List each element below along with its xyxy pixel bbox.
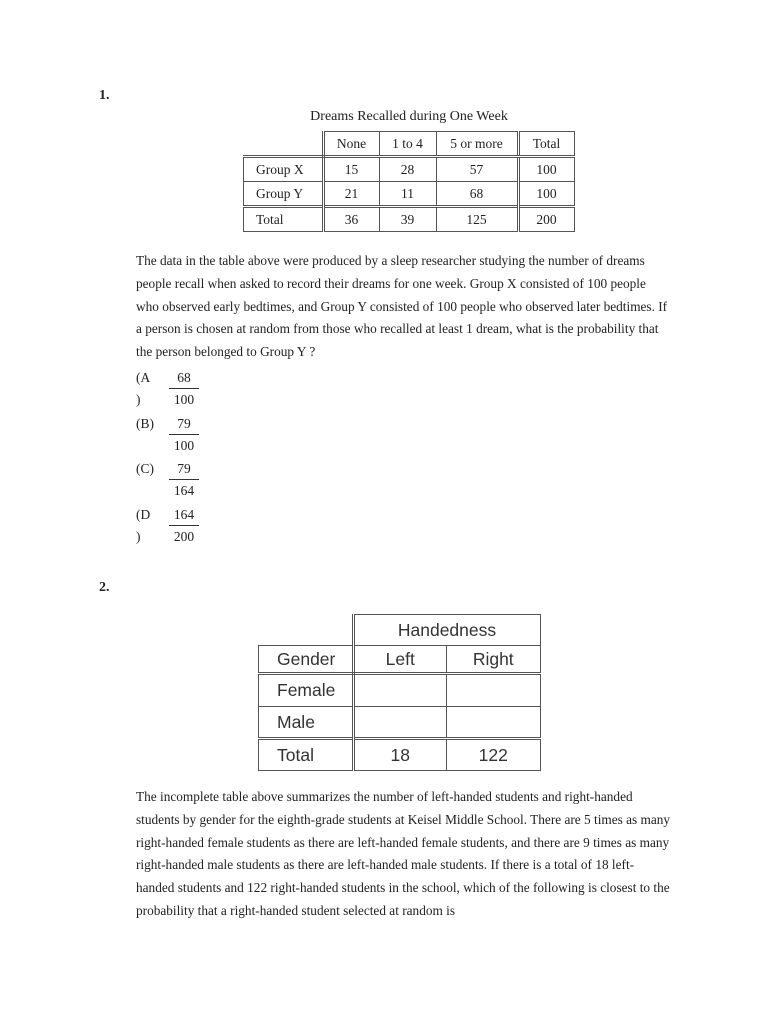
table-row (244, 157, 575, 182)
table-2-row-label: Total (259, 739, 354, 771)
fraction (169, 461, 199, 499)
table-1-cell: 57 (436, 157, 518, 182)
dreams-table (243, 131, 575, 232)
table-1-cell: 21 (323, 182, 379, 207)
table-1-cell: 125 (436, 207, 518, 232)
table-1-header: 5 or more (436, 132, 518, 157)
table-2-cell: 18 (353, 739, 447, 771)
choice-label: (D (136, 507, 151, 522)
table-1-cell: 15 (323, 157, 379, 182)
numerator: 68 (169, 370, 199, 389)
numerator: 79 (169, 416, 199, 435)
numerator: 79 (169, 461, 199, 480)
choice-label: (B) (136, 416, 154, 431)
denominator: 200 (173, 529, 195, 544)
handedness-table (258, 614, 541, 771)
table-1-cell: 28 (379, 157, 436, 182)
question-2-text: The incomplete table above summarizes the number of left-handed students and right-handed students by gender for the eighth-grade students at Keisel Middle School. There are 5 times as many right-handed female students as there are left-handed female students, and there are 9 times as many right-handed male students as there are left-handed male students. If there is a total of 18 left-handed students and 122 right-handed students in the school, which of the following is closest to the probability that a right-handed student selected at random is (136, 789, 671, 918)
table-2-row-label: Male (259, 707, 354, 739)
choice-label: ) (136, 529, 141, 544)
choice-label: (A (136, 370, 151, 385)
denominator: 100 (173, 392, 195, 407)
table-2-row-label: Female (259, 674, 354, 707)
table-1-cell: 39 (379, 207, 436, 232)
table-1-row-label: Group X (244, 157, 324, 182)
table-row (259, 739, 541, 771)
denominator: 100 (173, 438, 195, 453)
table-2-header: Gender (259, 646, 354, 674)
table-2-header: Right (447, 646, 541, 674)
table-2-cell: 122 (447, 739, 541, 771)
table-2-cell (447, 674, 541, 707)
table-2-group-header: Handedness (353, 615, 540, 646)
choice-label: ) (136, 392, 141, 407)
table-1-header: Total (518, 132, 574, 157)
table-1-header: None (323, 132, 379, 157)
table-1-cell: 100 (518, 157, 574, 182)
table-1-cell: 200 (518, 207, 574, 232)
question-1-text: The data in the table above were produced by a sleep researcher studying the number of dreams people recall when asked to record their dreams for one week. Group X consisted of 100 people who observed early bedtimes, and Group Y consisted of 100 people who observed later bedtimes. If a person is chosen at random from those who recalled at least 1 dream, what is the probability that the person belonged to Group Y ? (136, 253, 668, 360)
table-2-cell (353, 707, 447, 739)
table-row (259, 707, 541, 739)
table-1-row-label: Group Y (244, 182, 324, 207)
fraction (169, 416, 199, 454)
table-1-cell: 11 (379, 182, 436, 207)
table-1-cell: 68 (436, 182, 518, 207)
table-row (244, 182, 575, 207)
question-1-number: 1. (99, 88, 110, 103)
question-2-number: 2. (99, 580, 110, 595)
numerator: 164 (169, 507, 199, 526)
fraction (169, 370, 199, 408)
choice-label: (C) (136, 461, 154, 476)
denominator: 164 (173, 483, 195, 498)
fraction (169, 507, 199, 545)
table-row (244, 207, 575, 232)
table-1-caption: Dreams Recalled during One Week (310, 109, 508, 124)
table-2-cell (353, 674, 447, 707)
table-2-header: Left (353, 646, 447, 674)
table-1-corner (244, 132, 324, 157)
table-2-cell (447, 707, 541, 739)
table-1-cell: 36 (323, 207, 379, 232)
table-row (259, 674, 541, 707)
table-1-cell: 100 (518, 182, 574, 207)
table-2-corner (259, 615, 354, 646)
table-1-row-label: Total (244, 207, 324, 232)
table-1-header: 1 to 4 (379, 132, 436, 157)
